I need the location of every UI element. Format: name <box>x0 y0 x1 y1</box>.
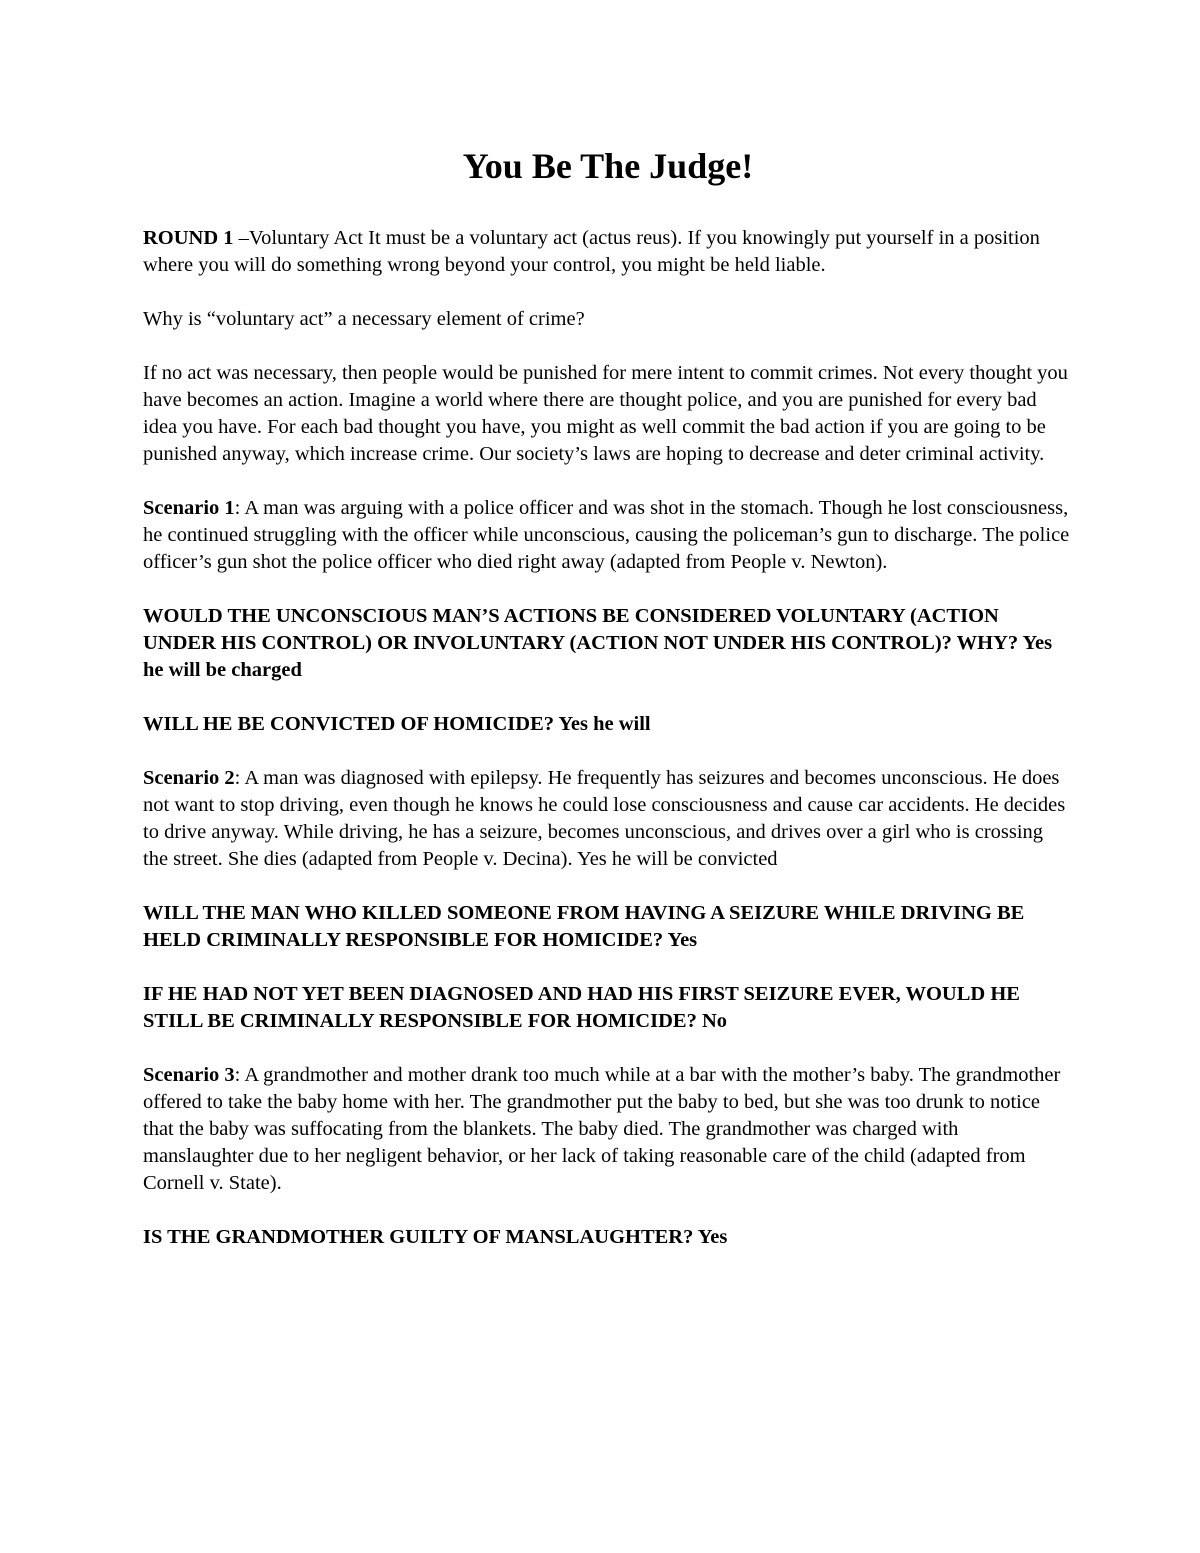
page-title: You Be The Judge! <box>462 146 754 186</box>
scenario-3-question-1: IS THE GRANDMOTHER GUILTY OF MANSLAUGHTER? Yes <box>143 1226 728 1248</box>
scenario-1-question-1: WOULD THE UNCONSCIOUS MAN’S ACTIONS BE CONSIDERED VOLUNTARY (ACTION UNDER HIS CONTROL) OR INVOLUNTARY (ACTION NOT UNDER HIS CONTROL)? WHY? Yes he will be charged <box>143 605 1053 681</box>
scenario-2-label: Scenario 2 <box>143 767 235 789</box>
scenario-2-text: : A man was diagnosed with epilepsy. He frequently has seizures and becomes unconscious. He does not want to stop driving, even though he knows he could lose consciousness and cause car accidents. He decides to drive anyway. While driving, he has a seizure, becomes unconscious, and drives over a girl who is crossing the street. She dies (adapted from People v. Decina). Yes he will be convicted <box>143 767 1066 870</box>
scenario-3-label: Scenario 3 <box>143 1064 235 1086</box>
scenario-3-text: : A grandmother and mother drank too much while at a bar with the mother’s baby. The grandmother offered to take the baby home with her. The grandmother put the baby to bed, but she was too drunk to notice that the baby was suffocating from the blankets. The baby died. The grandmother was charged with manslaughter due to her negligent behavior, or her lack of taking reasonable care of the child (adapted from Cornell v. State). <box>143 1064 1061 1194</box>
scenario-3-paragraph <box>143 1062 1073 1197</box>
scenario-1-question-2: WILL HE BE CONVICTED OF HOMICIDE? Yes he will <box>143 713 651 735</box>
document-body <box>143 140 1073 1278</box>
round-text: –Voluntary Act It must be a voluntary act (actus reus). If you knowingly put yourself in a position where you will do something wrong beyond your control, you might be held liable. <box>143 227 1040 276</box>
scenario-2-question-1: WILL THE MAN WHO KILLED SOMEONE FROM HAVING A SEIZURE WHILE DRIVING BE HELD CRIMINALLY RESPONSIBLE FOR HOMICIDE? Yes <box>143 902 1025 951</box>
scenario-1-paragraph <box>143 495 1073 576</box>
intro-question: Why is “voluntary act” a necessary element of crime? <box>143 308 585 330</box>
scenario-2-paragraph <box>143 765 1073 873</box>
intro-answer: If no act was necessary, then people would be punished for mere intent to commit crimes. Not every thought you have becomes an action. Imagine a world where there are thought police, and you are punished for every bad idea you have. For each bad thought you have, you might as well commit the bad action if you are going to be punished anyway, which increase crime. Our society’s laws are hoping to decrease and deter criminal activity. <box>143 362 1068 465</box>
scenario-1-text: : A man was arguing with a police officer and was shot in the stomach. Though he lost consciousness, he continued struggling with the officer while unconscious, causing the policeman’s gun to discharge. The police officer’s gun shot the police officer who died right away (adapted from People v. Newton). <box>143 497 1070 573</box>
scenario-1-label: Scenario 1 <box>143 497 235 519</box>
round-label: ROUND 1 <box>143 227 234 249</box>
scenario-2-question-2: IF HE HAD NOT YET BEEN DIAGNOSED AND HAD HIS FIRST SEIZURE EVER, WOULD HE STILL BE CRIMINALLY RESPONSIBLE FOR HOMICIDE? No <box>143 983 1020 1032</box>
round-paragraph <box>143 225 1073 279</box>
